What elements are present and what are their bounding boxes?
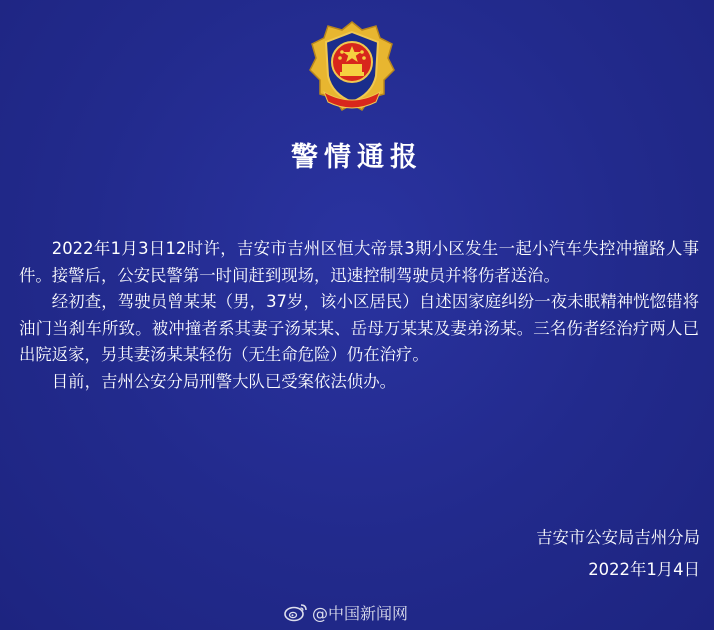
issuer-name: 吉安市公安局吉州分局 [536, 528, 700, 547]
weibo-icon [284, 602, 308, 622]
police-emblem-icon [304, 18, 400, 118]
notice-body [19, 236, 699, 395]
watermark [284, 600, 408, 624]
notice-title: 警情通报 [291, 142, 423, 173]
notice-paragraph-1: 2022年1月3日12时许，吉安市吉州区恒大帝景3期小区发生一起小汽车失控冲撞路人事件。接警后，公安民警第一时间赶到现场，迅速控制驾驶员并将伤者送治。 [19, 239, 699, 285]
notice-signature [536, 522, 700, 586]
notice-paragraph-2: 经初查，驾驶员曾某某（男，37岁，该小区居民）自述因家庭纠纷一夜未眠精神恍惚错将油门当刹车所致。被冲撞者系其妻子汤某某、岳母万某某及妻弟汤某。三名伤者经治疗两人已出院返家，另其妻汤某某轻伤（无生命危险）仍在治疗。 [19, 292, 699, 364]
issue-date: 2022年1月4日 [588, 560, 700, 579]
notice-paragraph-3: 目前，吉州公安分局刑警大队已受案依法侦办。 [51, 371, 396, 391]
watermark-text: @中国新闻网 [312, 603, 409, 623]
